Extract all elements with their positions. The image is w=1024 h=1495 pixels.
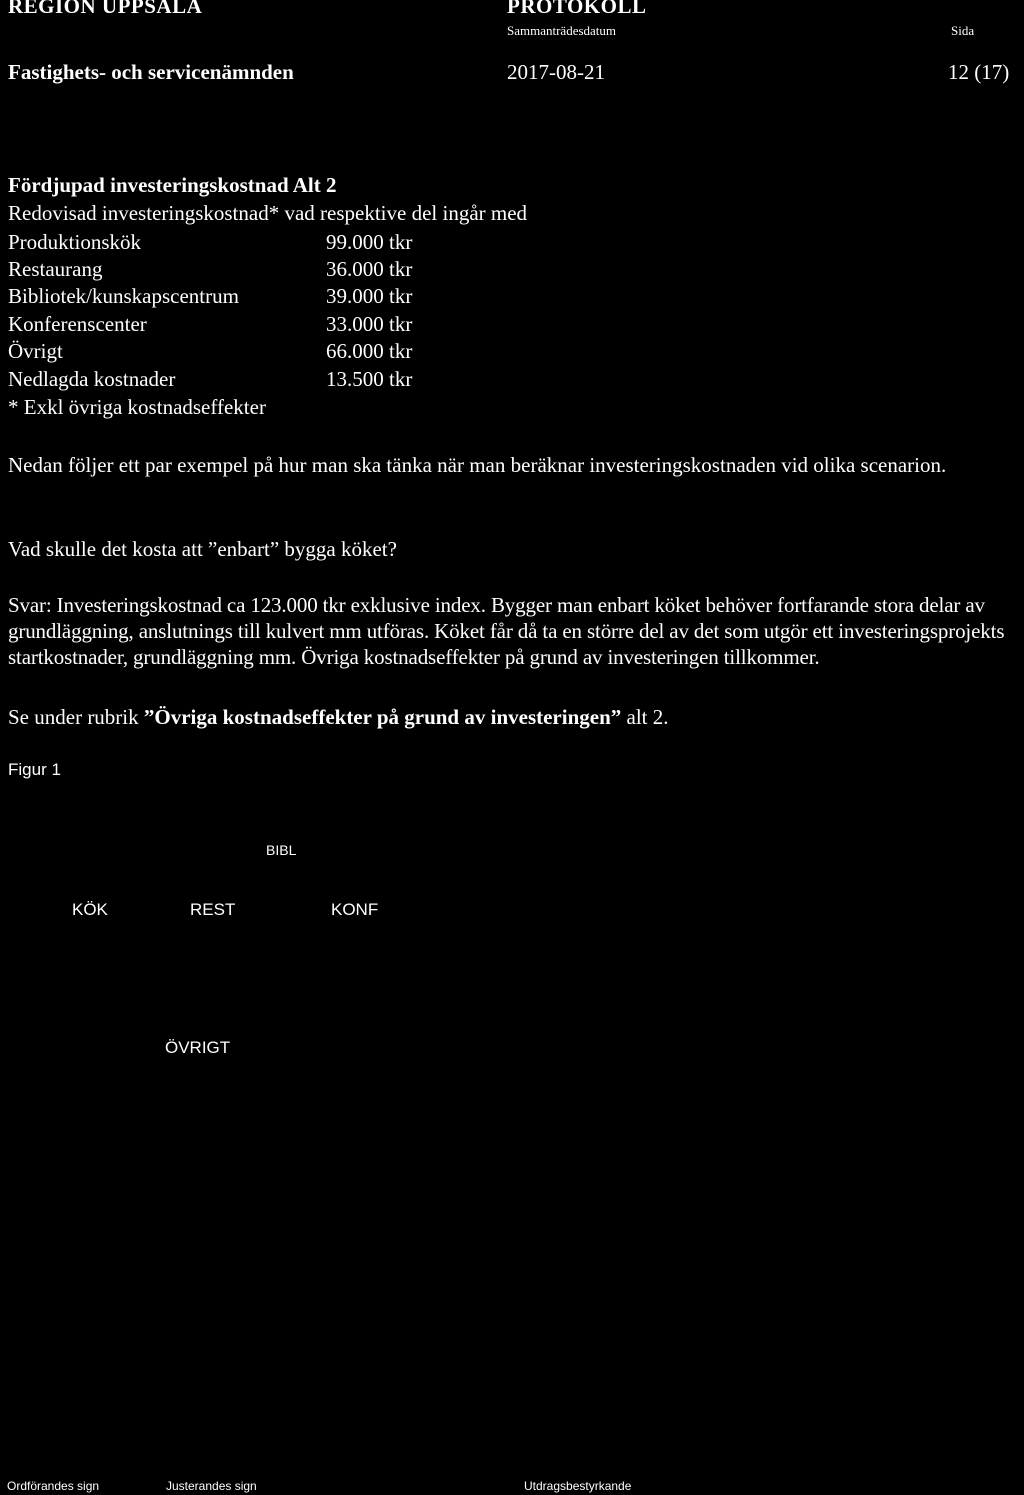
footer-chair-sign: Ordförandes sign xyxy=(7,1479,100,1493)
cost-item-label: Nedlagda kostnader xyxy=(8,367,176,391)
intro-paragraph: Nedan följer ett par exempel på hur man ska tänka när man beräknar investeringskostnaden vid olika scenarion. xyxy=(8,453,947,477)
figure-label-konf: KONF xyxy=(331,900,379,919)
cost-item-value: 99.000 tkr xyxy=(326,230,413,254)
cost-item-value: 66.000 tkr xyxy=(326,339,413,363)
page-label: Sida xyxy=(951,23,975,38)
figure-caption: Figur 1 xyxy=(8,760,61,779)
figure-label-bibl: BIBL xyxy=(266,842,297,858)
cost-item-value: 33.000 tkr xyxy=(326,312,413,336)
answer-paragraph: Svar: Investeringskostnad ca 123.000 tkr exklusive index. Bygger man enbart köket behöver fortfarande stora delar av grundläggning, anslutnings till kulvert mm utföras. Köket får då ta en större del av det som utgör ett investeringsprojekts startkostnader, grundläggning mm. Övriga kostnadseffekter på grund av investeringen tillkommer. xyxy=(8,593,1005,669)
organization-name: REGION UPPSALA xyxy=(8,0,203,18)
figure-label-rest: REST xyxy=(190,900,236,919)
footer-extract-certification: Utdragsbestyrkande xyxy=(524,1479,632,1493)
cost-item-value: 39.000 tkr xyxy=(326,284,413,308)
cost-item-label: Restaurang xyxy=(8,257,103,281)
reference-suffix: alt 2. xyxy=(621,705,669,729)
cost-item-label: Övrigt xyxy=(8,339,63,363)
date-label: Sammanträdesdatum xyxy=(507,23,617,38)
figure-label-kok: KÖK xyxy=(72,900,108,919)
document-type: PROTOKOLL xyxy=(507,0,647,18)
question: Vad skulle det kosta att ”enbart” bygga köket? xyxy=(8,537,397,561)
cost-item-label: Produktionskök xyxy=(8,230,142,254)
figure-label-ovrigt: ÖVRIGT xyxy=(165,1038,231,1057)
cost-item-label: Bibliotek/kunskapscentrum xyxy=(8,284,239,308)
section-intro: Redovisad investeringskostnad* vad respektive del ingår med xyxy=(8,201,528,225)
cost-item-label: Konferenscenter xyxy=(8,312,147,336)
meeting-date: 2017-08-21 xyxy=(507,60,605,84)
section-title: Fördjupad investeringskostnad Alt 2 xyxy=(8,173,337,197)
reference-prefix: Se under rubrik xyxy=(8,705,144,729)
committee-name: Fastighets- och servicenämnden xyxy=(8,60,294,84)
cost-item-value: 36.000 tkr xyxy=(326,257,413,281)
footnote: * Exkl övriga kostnadseffekter xyxy=(8,395,266,419)
page-number: 12 (17) xyxy=(948,60,1010,84)
reference-heading: ”Övriga kostnadseffekter på grund av investeringen” xyxy=(143,705,622,729)
cost-item-value: 13.500 tkr xyxy=(326,367,413,391)
footer-adjuster-sign: Justerandes sign xyxy=(166,1479,257,1493)
reference-line xyxy=(8,704,669,730)
